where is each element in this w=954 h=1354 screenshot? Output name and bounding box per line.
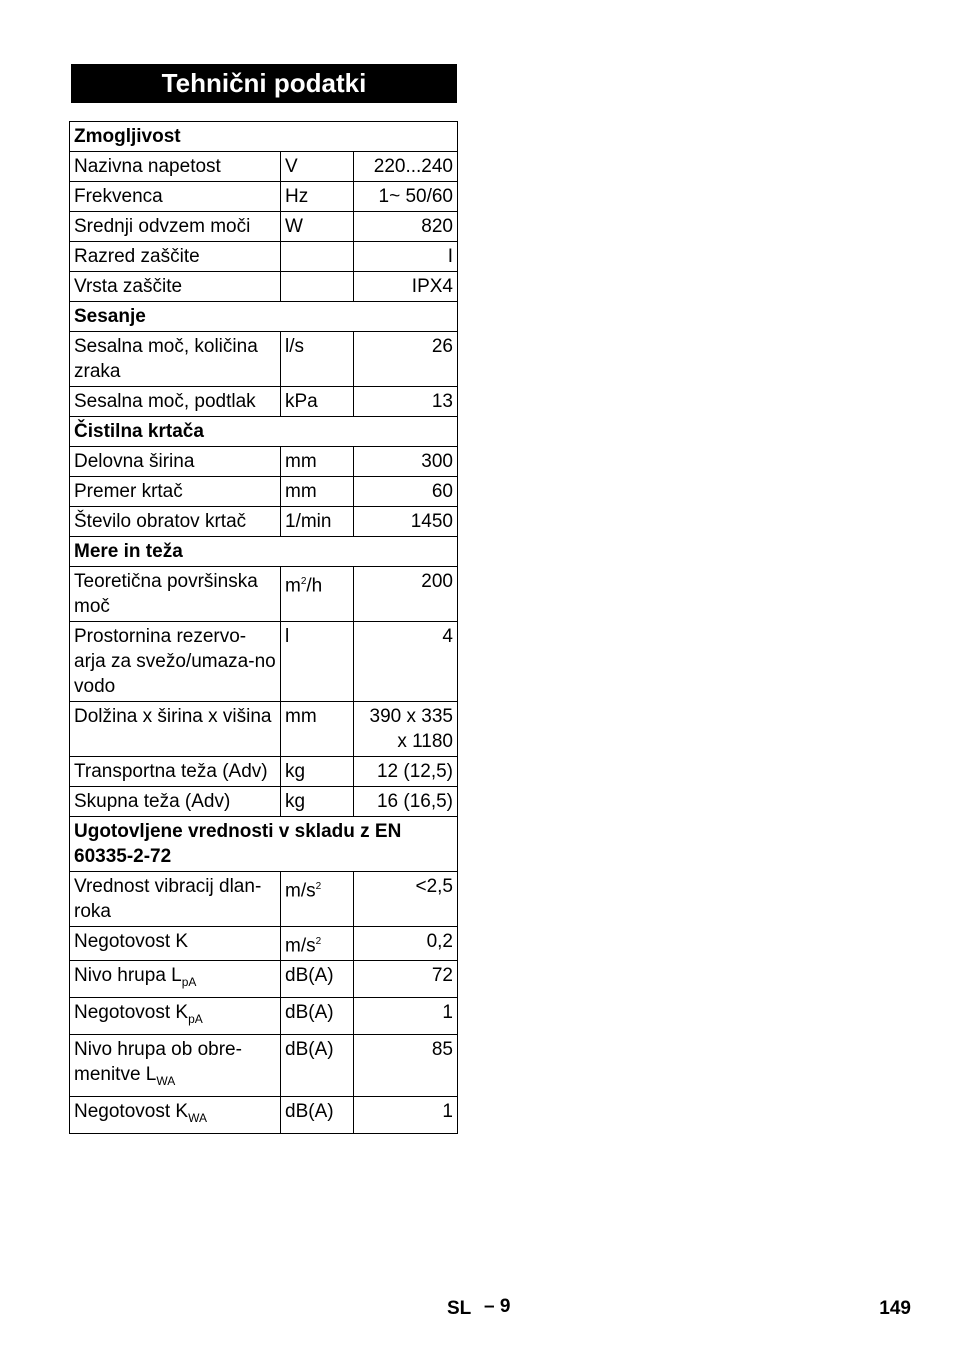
spec-label-cell [70, 567, 281, 622]
spec-unit-suffix: /h [306, 575, 323, 597]
spec-unit: dB(A) [285, 1100, 334, 1122]
spec-unit-cell [281, 387, 354, 417]
spec-value: 4 [354, 622, 458, 702]
spec-label: Negotovost K [74, 1100, 189, 1122]
spec-label-cell [70, 1096, 281, 1133]
page-title: Tehnični podatki [71, 64, 457, 103]
spec-unit-cell [281, 1096, 354, 1133]
spec-label: Nivo hrupa ob obre-menitve L [74, 1038, 242, 1085]
technical-data-table [69, 121, 458, 1134]
spec-value: 16 (16,5) [354, 787, 458, 817]
spec-value: 13 [354, 387, 458, 417]
table-row [70, 961, 458, 998]
spec-unit: mm [285, 451, 317, 472]
spec-label-cell [70, 927, 281, 961]
spec-unit-cell [281, 622, 354, 702]
spec-label-cell [70, 242, 281, 272]
spec-unit-cell [281, 477, 354, 507]
spec-unit-cell [281, 507, 354, 537]
spec-value: 26 [354, 332, 458, 387]
spec-unit: m [285, 575, 301, 597]
spec-value: 220...240 [354, 152, 458, 182]
table-row [70, 477, 458, 507]
table-row [70, 1096, 458, 1133]
spec-label-cell [70, 477, 281, 507]
spec-label: Nazivna napetost [74, 156, 221, 177]
section-heading-row [70, 817, 458, 872]
spec-value: 390 x 335 x 1180 [354, 702, 458, 757]
table-row [70, 332, 458, 387]
spec-value: 1450 [354, 507, 458, 537]
page-number: 149 [879, 1298, 911, 1319]
spec-label: Transportna teža (Adv) [74, 761, 268, 782]
spec-label: Razred zaščite [74, 246, 200, 267]
spec-unit-cell [281, 787, 354, 817]
spec-label-cell [70, 212, 281, 242]
spec-unit: W [285, 216, 303, 237]
spec-label-subscript: pA [181, 975, 197, 990]
section-heading: Zmogljivost [70, 122, 458, 152]
spec-label-cell [70, 152, 281, 182]
table-row [70, 242, 458, 272]
spec-unit: 1/min [285, 511, 332, 532]
spec-label-cell [70, 757, 281, 787]
spec-label-cell [70, 961, 281, 998]
spec-unit-cell [281, 961, 354, 998]
spec-unit-cell [281, 242, 354, 272]
spec-value: 1 [354, 998, 458, 1035]
table-row [70, 998, 458, 1035]
spec-value: <2,5 [354, 872, 458, 927]
spec-label: Srednji odvzem moči [74, 216, 251, 237]
spec-unit-cell [281, 212, 354, 242]
spec-unit: mm [285, 481, 317, 502]
spec-unit: V [285, 156, 298, 177]
footer-page-reference: – 9 [484, 1296, 511, 1317]
spec-unit-cell [281, 1034, 354, 1096]
section-heading-row [70, 537, 458, 567]
spec-unit-cell [281, 757, 354, 787]
spec-value: 72 [354, 961, 458, 998]
table-row [70, 927, 458, 961]
spec-unit-cell [281, 567, 354, 622]
table-row [70, 387, 458, 417]
spec-value: 85 [354, 1034, 458, 1096]
spec-value: 820 [354, 212, 458, 242]
spec-label-cell [70, 998, 281, 1035]
spec-label-subscript: WA [188, 1110, 207, 1125]
spec-label-subscript: WA [156, 1073, 176, 1088]
spec-unit-superscript: 2 [300, 576, 307, 587]
spec-unit-cell [281, 272, 354, 302]
spec-unit-superscript: 2 [315, 881, 322, 892]
spec-label-cell [70, 1034, 281, 1096]
spec-label-cell [70, 622, 281, 702]
spec-unit-cell [281, 332, 354, 387]
spec-value: 1~ 50/60 [354, 182, 458, 212]
spec-value: 12 (12,5) [354, 757, 458, 787]
spec-label-cell [70, 332, 281, 387]
spec-label-cell [70, 387, 281, 417]
spec-unit: Hz [285, 186, 309, 207]
spec-label: Nivo hrupa L [74, 965, 182, 987]
spec-label-cell [70, 447, 281, 477]
spec-value: 0,2 [354, 927, 458, 961]
spec-unit-cell [281, 998, 354, 1035]
spec-label-cell [70, 702, 281, 757]
table-row [70, 1034, 458, 1096]
section-heading: Čistilna krtača [70, 417, 458, 447]
spec-unit: kg [285, 791, 306, 812]
table-row [70, 447, 458, 477]
spec-label: Premer krtač [74, 481, 183, 502]
table-row [70, 507, 458, 537]
table-row [70, 212, 458, 242]
table-row [70, 702, 458, 757]
table-row [70, 757, 458, 787]
spec-unit: kPa [285, 391, 318, 412]
spec-value: 300 [354, 447, 458, 477]
footer-language-code: SL [447, 1298, 472, 1319]
spec-label-subscript: pA [188, 1011, 203, 1026]
spec-value: IPX4 [354, 272, 458, 302]
spec-unit-cell [281, 927, 354, 961]
spec-unit: l [285, 626, 290, 647]
spec-label: Vrsta zaščite [74, 276, 183, 297]
spec-unit: dB(A) [285, 965, 334, 987]
spec-unit: l/s [285, 336, 304, 357]
spec-label-cell [70, 872, 281, 927]
spec-label: Skupna teža (Adv) [74, 791, 231, 812]
spec-unit-cell [281, 702, 354, 757]
spec-value: 200 [354, 567, 458, 622]
table-row [70, 182, 458, 212]
spec-unit: m/s [285, 880, 316, 902]
spec-label-cell [70, 272, 281, 302]
spec-label-cell [70, 787, 281, 817]
spec-label: Frekvenca [74, 186, 163, 207]
spec-label-cell [70, 507, 281, 537]
spec-label: Delovna širina [74, 451, 195, 472]
spec-label: Negotovost K [74, 931, 189, 952]
table-row [70, 567, 458, 622]
spec-value: I [354, 242, 458, 272]
spec-label: Negotovost K [74, 1002, 189, 1024]
spec-label: Prostornina rezervo-arja za svežo/umaza-no vodo [74, 626, 276, 697]
spec-unit: dB(A) [285, 1002, 334, 1024]
spec-unit-cell [281, 152, 354, 182]
table-row [70, 787, 458, 817]
table-row [70, 872, 458, 927]
spec-label: Število obratov krtač [74, 511, 247, 532]
spec-unit: m/s [285, 935, 316, 957]
spec-label: Vrednost vibracij dlan-roka [74, 876, 262, 922]
spec-unit: kg [285, 761, 306, 782]
spec-label: Teoretična površinska moč [74, 571, 258, 617]
spec-unit-cell [281, 872, 354, 927]
spec-unit-superscript: 2 [315, 936, 322, 947]
spec-label: Dolžina x širina x višina [74, 706, 272, 727]
spec-unit: mm [285, 706, 317, 727]
spec-unit: dB(A) [285, 1038, 334, 1060]
table-row [70, 622, 458, 702]
spec-label: Sesalna moč, podtlak [74, 391, 256, 412]
section-heading: Mere in teža [70, 537, 458, 567]
table-row [70, 152, 458, 182]
section-heading-row [70, 417, 458, 447]
section-heading-row [70, 302, 458, 332]
spec-value: 60 [354, 477, 458, 507]
table-row [70, 272, 458, 302]
section-heading-row [70, 122, 458, 152]
technical-data-body [70, 122, 458, 1134]
spec-unit-cell [281, 447, 354, 477]
spec-label-cell [70, 182, 281, 212]
section-heading: Sesanje [70, 302, 458, 332]
spec-unit-cell [281, 182, 354, 212]
section-heading: Ugotovljene vrednosti v skladu z EN 60335-2-72 [70, 817, 458, 872]
spec-label: Sesalna moč, količina zraka [74, 336, 258, 382]
spec-value: 1 [354, 1096, 458, 1133]
